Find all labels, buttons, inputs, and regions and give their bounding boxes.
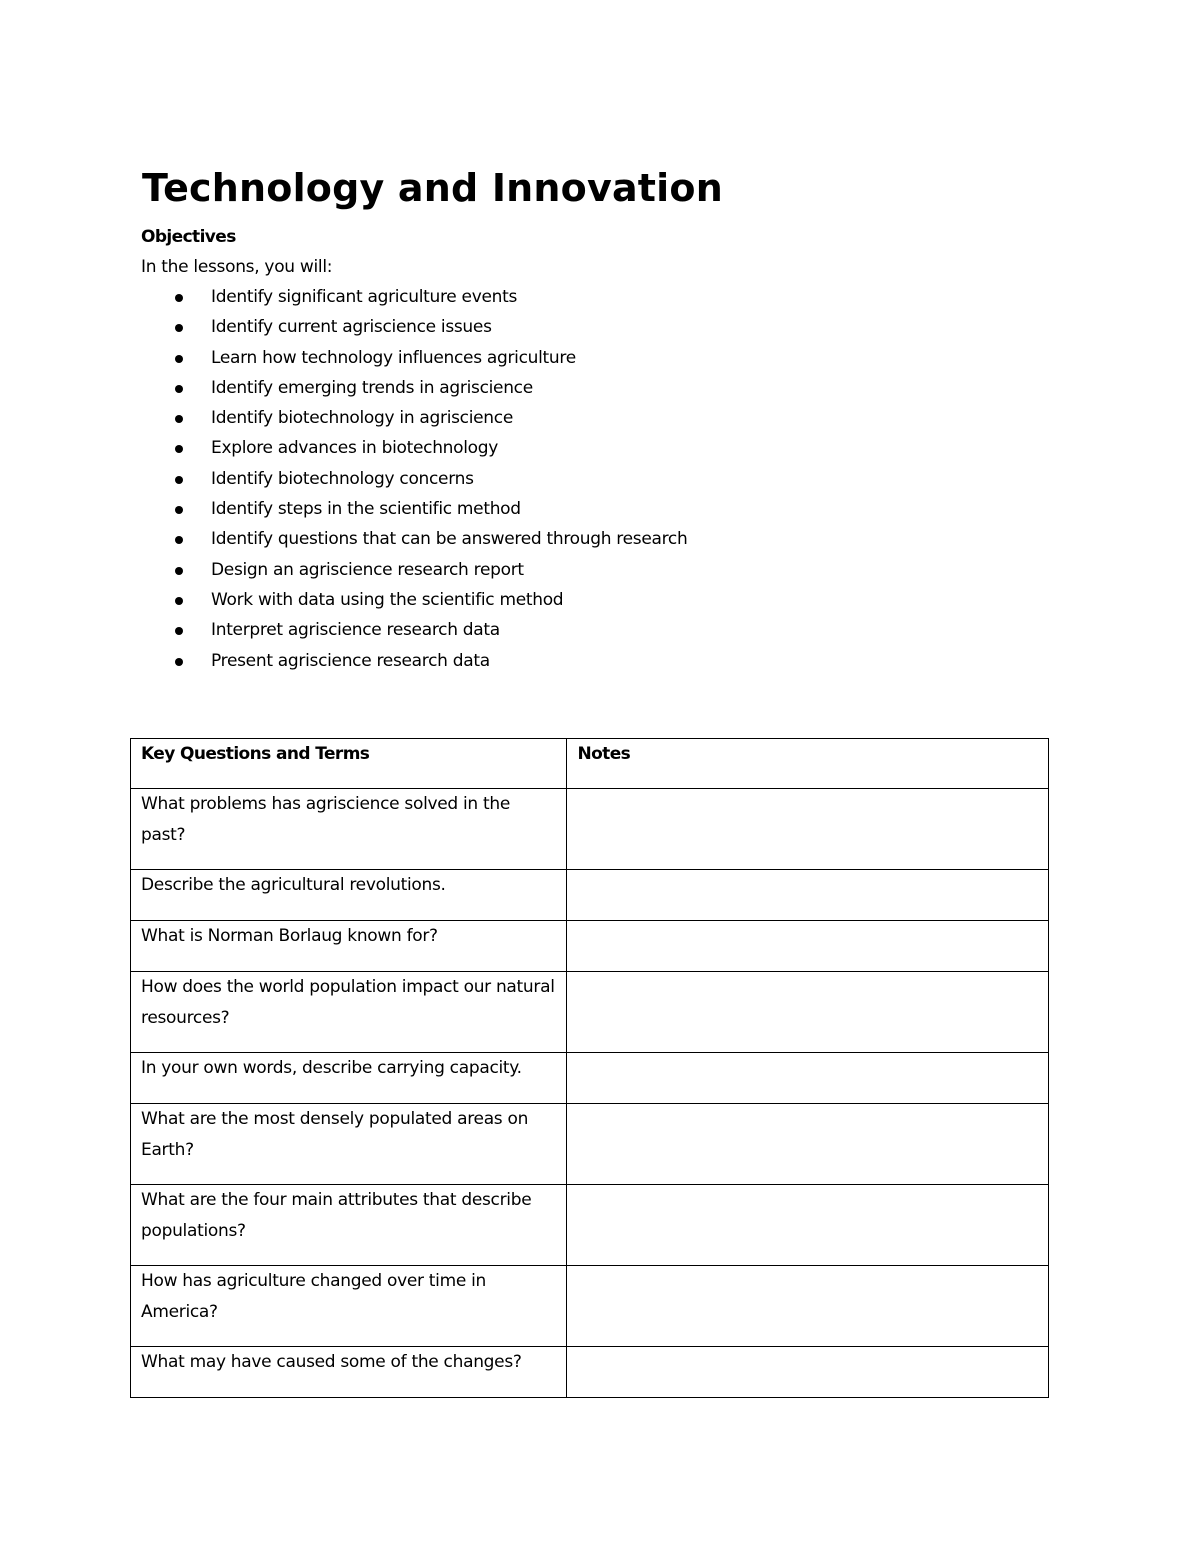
objective-text: Present agriscience research data	[211, 650, 490, 671]
objective-text: Identify biotechnology in agriscience	[211, 408, 513, 429]
table-row	[131, 1347, 1049, 1398]
objective-text: Identify significant agriculture events	[211, 287, 518, 307]
bullet-icon	[175, 536, 183, 544]
table-row	[131, 1185, 1049, 1266]
table-row	[131, 870, 1049, 921]
table-row	[131, 1104, 1049, 1185]
objective-text: Explore advances in biotechnology	[211, 438, 499, 459]
objective-text: Design an agriscience research report	[211, 559, 524, 580]
notes-cell[interactable]	[567, 1185, 1049, 1266]
column-header-notes: Notes	[567, 739, 1049, 789]
bullet-icon	[175, 597, 183, 605]
notes-cell[interactable]	[567, 789, 1049, 870]
objectives-heading: Objectives	[141, 227, 236, 247]
bullet-icon	[175, 355, 183, 363]
question-cell: In your own words, describe carrying capacity.	[131, 1053, 567, 1104]
objective-text: Identify current agriscience issues	[211, 317, 492, 338]
objective-text: Identify biotechnology concerns	[211, 468, 474, 489]
bullet-icon	[175, 294, 183, 302]
notes-cell[interactable]	[567, 972, 1049, 1053]
bullet-icon	[175, 658, 183, 666]
question-cell: What are the most densely populated areas on Earth?	[131, 1104, 567, 1185]
table-header-row	[131, 739, 1049, 789]
bullet-icon	[175, 445, 183, 453]
bullet-icon	[175, 627, 183, 635]
objective-text: Work with data using the scientific method	[211, 589, 564, 610]
notes-cell[interactable]	[567, 1266, 1049, 1347]
question-cell: How has agriculture changed over time in America?	[131, 1266, 567, 1347]
objectives-intro: In the lessons, you will:	[141, 257, 333, 277]
notes-cell[interactable]	[567, 1104, 1049, 1185]
notes-cell[interactable]	[567, 921, 1049, 972]
question-cell: What may have caused some of the changes?	[131, 1347, 567, 1398]
table-row	[131, 789, 1049, 870]
bullet-icon	[175, 415, 183, 423]
question-cell: Describe the agricultural revolutions.	[131, 870, 567, 921]
objective-text: Learn how technology influences agriculture	[211, 347, 576, 368]
bullet-icon	[175, 476, 183, 484]
question-cell: What is Norman Borlaug known for?	[131, 921, 567, 972]
notes-cell[interactable]	[567, 870, 1049, 921]
question-cell: How does the world population impact our natural resources?	[131, 972, 567, 1053]
bullet-icon	[175, 324, 183, 332]
question-cell: What problems has agriscience solved in the past?	[131, 789, 567, 870]
notes-cell[interactable]	[567, 1053, 1049, 1104]
column-header-questions: Key Questions and Terms	[131, 739, 567, 789]
notes-cell[interactable]	[567, 1347, 1049, 1398]
table-row	[131, 1266, 1049, 1347]
bullet-icon	[175, 385, 183, 393]
objective-text: Interpret agriscience research data	[211, 620, 500, 641]
bullet-icon	[175, 567, 183, 575]
question-cell: What are the four main attributes that describe populations?	[131, 1185, 567, 1266]
page-title: Technology and Innovation	[142, 166, 723, 210]
key-questions-table	[130, 738, 1049, 1398]
objective-text: Identify steps in the scientific method	[211, 499, 521, 520]
table-row	[131, 972, 1049, 1053]
bullet-icon	[175, 506, 183, 514]
objective-text: Identify questions that can be answered through research	[211, 529, 688, 550]
table-row	[131, 921, 1049, 972]
objective-text: Identify emerging trends in agriscience	[211, 377, 533, 398]
table-row	[131, 1053, 1049, 1104]
